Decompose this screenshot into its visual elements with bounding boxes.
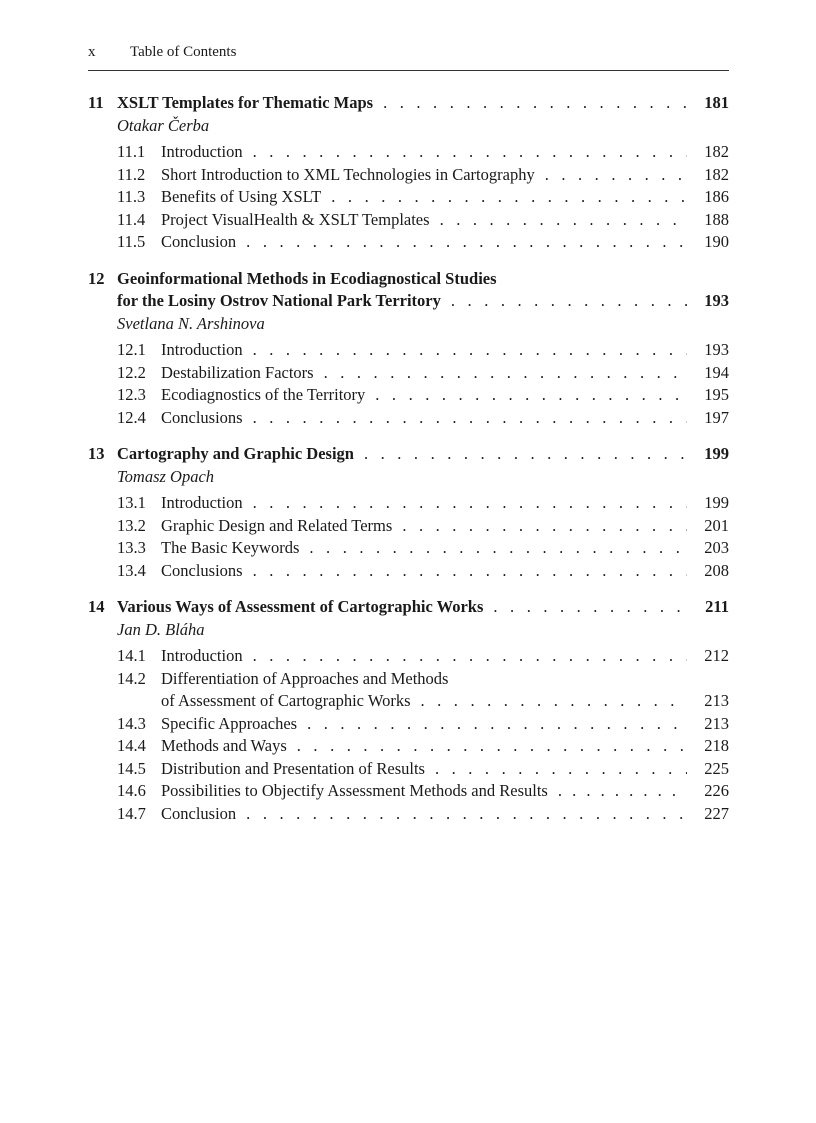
toc-entry[interactable] [88,339,729,362]
section-page: 208 [704,560,729,580]
chapter-page: 193 [704,291,729,310]
leader-dots [364,443,687,466]
section-number: 14.2 [117,668,146,688]
section-title: Benefits of Using XSLT [161,187,322,206]
leader-dots [421,690,688,713]
header-title: Table of Contents [130,44,237,60]
table-of-contents [88,92,729,839]
section-number: 11.5 [117,232,146,251]
section-number: 14.4 [117,736,146,755]
section-number: 12.1 [117,340,146,359]
leader-dots [493,596,687,619]
section-page: 194 [704,362,729,382]
section-title: Introduction [161,646,243,665]
section-title: Destabilization Factors [161,362,314,382]
section-page: 193 [704,340,729,359]
section-page: 227 [704,803,729,823]
chapter-heading[interactable] [88,92,729,115]
leader-dots [402,515,687,538]
toc-entry[interactable] [88,645,729,668]
leader-dots [435,758,687,781]
section-title: Graphic Design and Related Terms [161,515,393,535]
section-page: 226 [704,781,729,800]
toc-entry[interactable] [88,407,729,430]
chapter-heading-line1[interactable] [88,268,729,291]
chapter-12 [88,268,729,430]
section-title: Specific Approaches [161,713,298,733]
section-number: 14.7 [117,803,146,823]
section-title: Conclusion [161,232,237,251]
chapter-page: 181 [704,93,729,112]
header-page-number: x [88,44,96,60]
chapter-heading-line2[interactable] [88,290,729,313]
running-header [88,44,729,61]
chapter-page: 211 [705,597,729,616]
toc-entry[interactable] [88,492,729,515]
leader-dots [253,492,687,515]
chapter-heading[interactable] [88,596,729,619]
section-page: 213 [704,691,729,710]
chapter-author: Jan D. Bláha [117,619,205,639]
chapter-title: Various Ways of Assessment of Cartographic Works [117,597,484,616]
section-title: The Basic Keywords [161,538,300,557]
chapter-title-line1: Geoinformational Methods in Ecodiagnostical Studies [117,268,497,288]
chapter-title: XSLT Templates for Thematic Maps [117,93,374,112]
leader-dots [297,735,687,758]
section-number: 11.1 [117,142,146,161]
section-number: 12.2 [117,362,146,382]
section-number: 12.4 [117,407,146,427]
section-page: 188 [704,209,729,229]
toc-entry[interactable] [88,560,729,583]
section-page: 182 [704,142,729,161]
section-title-line1: Differentiation of Approaches and Methods [161,668,449,688]
chapter-14 [88,596,729,825]
chapter-author: Svetlana N. Arshinova [117,313,265,333]
section-number: 11.3 [117,187,146,206]
section-page: 212 [704,646,729,665]
section-page: 213 [704,713,729,733]
toc-entry[interactable] [88,231,729,254]
section-number: 14.5 [117,758,146,778]
chapter-number: 14 [88,597,105,616]
chapter-title: Cartography and Graphic Design [117,444,354,463]
section-number: 13.2 [117,515,146,535]
leader-dots [375,384,687,407]
section-number: 12.3 [117,385,146,404]
section-title: Project VisualHealth & XSLT Templates [161,209,430,229]
leader-dots [246,803,687,826]
section-title: Conclusion [161,803,237,823]
section-page: 195 [704,385,729,404]
toc-entry-line1[interactable] [88,668,729,691]
leader-dots [253,407,687,430]
chapter-page: 199 [704,444,729,463]
section-number: 13.1 [117,493,146,512]
chapter-heading[interactable] [88,443,729,466]
leader-dots [309,537,687,560]
section-title: Distribution and Presentation of Results [161,758,425,778]
leader-dots [253,645,687,668]
chapter-13 [88,443,729,582]
toc-entry[interactable] [88,803,729,826]
section-title: Introduction [161,142,243,161]
section-number: 14.1 [117,646,146,665]
chapter-author: Tomasz Opach [117,466,215,486]
section-title: Conclusions [161,407,243,427]
section-title: Ecodiagnostics of the Territory [161,385,366,404]
chapter-author: Otakar Čerba [117,115,210,135]
chapter-number: 12 [88,268,105,288]
section-title: Methods and Ways [161,736,287,755]
toc-entry[interactable] [88,537,729,560]
leader-dots [440,209,687,232]
section-number: 11.2 [117,164,146,184]
section-title: Conclusions [161,560,243,580]
toc-entry[interactable] [88,209,729,232]
leader-dots [246,231,687,254]
section-title: Introduction [161,493,243,512]
leader-dots [558,780,687,803]
header-divider [88,70,729,71]
section-page: 225 [704,758,729,778]
chapter-number: 13 [88,444,105,463]
section-page: 199 [704,493,729,512]
leader-dots [253,560,687,583]
toc-entry-line2[interactable] [88,690,729,713]
section-page: 218 [704,736,729,755]
toc-entry[interactable] [88,164,729,187]
section-title: Short Introduction to XML Technologies in Cartography [161,164,535,184]
section-number: 14.6 [117,781,146,800]
leader-dots [253,141,687,164]
chapter-11 [88,92,729,254]
toc-entry[interactable] [88,735,729,758]
leader-dots [545,164,687,187]
leader-dots [324,362,687,385]
leader-dots [451,290,687,313]
section-number: 11.4 [117,209,146,229]
section-page: 201 [704,515,729,535]
leader-dots [307,713,687,736]
toc-entry[interactable] [88,758,729,781]
toc-entry[interactable] [88,141,729,164]
section-page: 182 [704,164,729,184]
toc-entry[interactable] [88,384,729,407]
section-title: Possibilities to Objectify Assessment Methods and Results [161,781,548,800]
section-number: 13.3 [117,538,146,557]
toc-entry[interactable] [88,362,729,385]
section-number: 13.4 [117,560,146,580]
section-title: Introduction [161,340,243,359]
section-page: 203 [704,538,729,557]
toc-entry[interactable] [88,713,729,736]
chapter-number: 11 [88,93,104,112]
section-page: 197 [704,407,729,427]
section-title-line2: of Assessment of Cartographic Works [161,691,411,710]
chapter-title-line2: for the Losiny Ostrov National Park Territory [117,291,441,310]
leader-dots [331,186,687,209]
toc-entry[interactable] [88,186,729,209]
section-number: 14.3 [117,713,146,733]
toc-entry[interactable] [88,780,729,803]
section-page: 190 [704,232,729,251]
leader-dots [253,339,687,362]
leader-dots [383,92,687,115]
section-page: 186 [704,187,729,206]
toc-entry[interactable] [88,515,729,538]
